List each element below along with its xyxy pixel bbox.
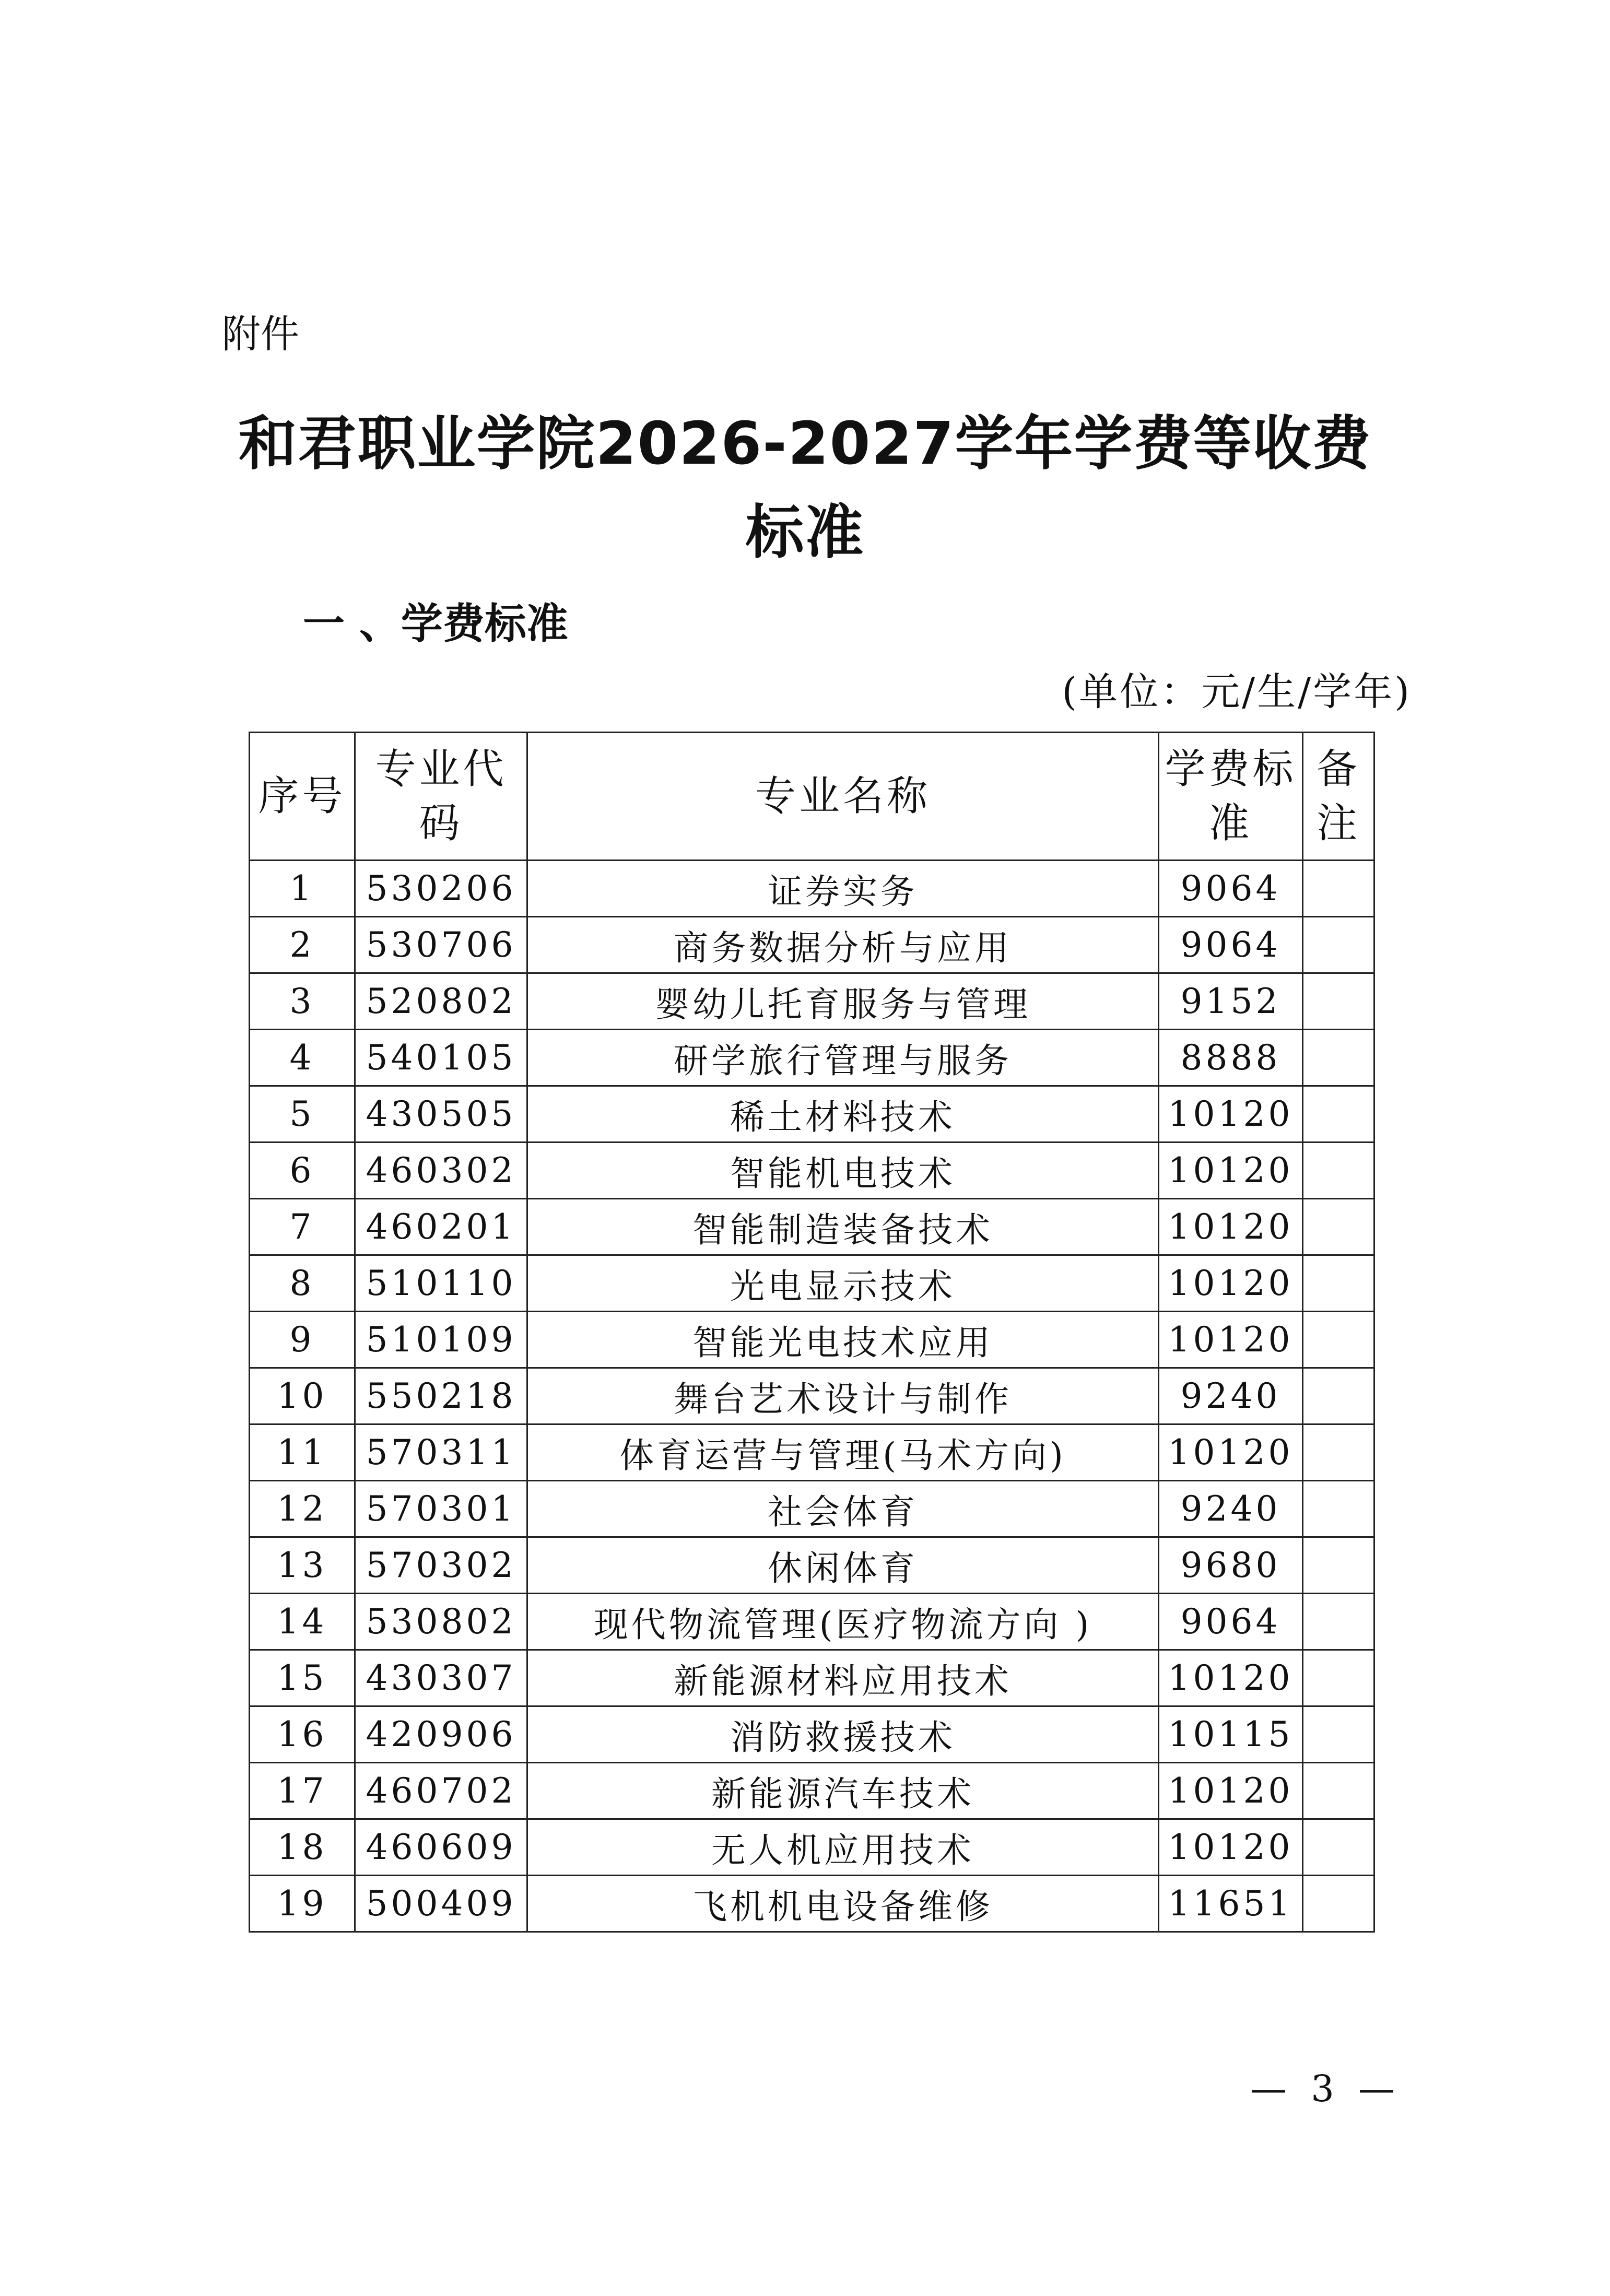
cell-fee: 10120 [1159, 1819, 1303, 1876]
cell-fee: 9064 [1159, 861, 1303, 917]
cell-code: 550218 [355, 1368, 527, 1424]
table-header-row [250, 733, 1374, 861]
cell-fee: 9064 [1159, 917, 1303, 973]
cell-seq: 19 [250, 1876, 355, 1932]
cell-seq: 1 [250, 861, 355, 917]
table-row [250, 1255, 1374, 1312]
cell-note [1303, 1763, 1374, 1819]
cell-code: 430505 [355, 1086, 527, 1143]
table-body [250, 861, 1374, 1932]
cell-seq: 9 [250, 1312, 355, 1368]
cell-note [1303, 1368, 1374, 1424]
page-title: 和君职业学院2026-2027学年学费等收费 [238, 410, 1372, 478]
cell-note [1303, 1594, 1374, 1650]
table-row [250, 1594, 1374, 1650]
cell-code: 540105 [355, 1030, 527, 1086]
cell-code: 570302 [355, 1537, 527, 1594]
table-row [250, 1312, 1374, 1368]
header-code: 专业代码 [355, 733, 527, 861]
table-row [250, 1143, 1374, 1199]
table-row [250, 917, 1374, 973]
table-row [250, 1819, 1374, 1876]
cell-name: 社会体育 [527, 1481, 1159, 1537]
cell-note [1303, 1255, 1374, 1312]
cell-code: 520802 [355, 973, 527, 1030]
cell-seq: 5 [250, 1086, 355, 1143]
cell-fee: 8888 [1159, 1030, 1303, 1086]
table-row [250, 1481, 1374, 1537]
cell-note [1303, 1086, 1374, 1143]
cell-note [1303, 1819, 1374, 1876]
cell-name: 飞机机电设备维修 [527, 1876, 1159, 1932]
cell-code: 420906 [355, 1706, 527, 1763]
header-note: 备注 [1303, 733, 1374, 861]
cell-code: 510110 [355, 1255, 527, 1312]
cell-name: 研学旅行管理与服务 [527, 1030, 1159, 1086]
header-fee: 学费标准 [1159, 733, 1303, 861]
table-row [250, 861, 1374, 917]
cell-code: 530802 [355, 1594, 527, 1650]
cell-note [1303, 1650, 1374, 1706]
table-row [250, 1876, 1374, 1932]
cell-seq: 4 [250, 1030, 355, 1086]
cell-name: 稀土材料技术 [527, 1086, 1159, 1143]
table-row [250, 1199, 1374, 1255]
table-row [250, 973, 1374, 1030]
table-row [250, 1706, 1374, 1763]
cell-code: 460302 [355, 1143, 527, 1199]
cell-name: 商务数据分析与应用 [527, 917, 1159, 973]
table-row [250, 1086, 1374, 1143]
cell-note [1303, 1199, 1374, 1255]
cell-seq: 12 [250, 1481, 355, 1537]
cell-note [1303, 1706, 1374, 1763]
cell-code: 530706 [355, 917, 527, 973]
cell-code: 460201 [355, 1199, 527, 1255]
table-row [250, 1368, 1374, 1424]
cell-seq: 16 [250, 1706, 355, 1763]
cell-seq: 13 [250, 1537, 355, 1594]
cell-fee: 11651 [1159, 1876, 1303, 1932]
cell-name: 消防救援技术 [527, 1706, 1159, 1763]
cell-note [1303, 973, 1374, 1030]
cell-fee: 9152 [1159, 973, 1303, 1030]
header-seq: 序号 [250, 733, 355, 861]
page-title-continued: 标准 [745, 499, 865, 567]
cell-seq: 18 [250, 1819, 355, 1876]
cell-note [1303, 917, 1374, 973]
cell-seq: 6 [250, 1143, 355, 1199]
cell-code: 460702 [355, 1763, 527, 1819]
cell-fee: 10120 [1159, 1199, 1303, 1255]
cell-note [1303, 1481, 1374, 1537]
cell-name: 婴幼儿托育服务与管理 [527, 973, 1159, 1030]
cell-seq: 2 [250, 917, 355, 973]
cell-fee: 9240 [1159, 1368, 1303, 1424]
cell-code: 430307 [355, 1650, 527, 1706]
cell-note [1303, 1312, 1374, 1368]
cell-seq: 7 [250, 1199, 355, 1255]
cell-seq: 17 [250, 1763, 355, 1819]
header-name: 专业名称 [527, 733, 1159, 861]
cell-name: 体育运营与管理(马术方向) [527, 1424, 1159, 1481]
cell-seq: 3 [250, 973, 355, 1030]
table-row [250, 1537, 1374, 1594]
unit-note: (单位：元/生/学年) [1062, 669, 1412, 714]
cell-fee: 10120 [1159, 1763, 1303, 1819]
cell-name: 智能机电技术 [527, 1143, 1159, 1199]
cell-code: 460609 [355, 1819, 527, 1876]
table-row [250, 1424, 1374, 1481]
cell-name: 休闲体育 [527, 1537, 1159, 1594]
cell-fee: 9680 [1159, 1537, 1303, 1594]
table-row [250, 1030, 1374, 1086]
cell-fee: 10120 [1159, 1650, 1303, 1706]
cell-fee: 10120 [1159, 1424, 1303, 1481]
cell-seq: 8 [250, 1255, 355, 1312]
cell-name: 智能光电技术应用 [527, 1312, 1159, 1368]
cell-note [1303, 1876, 1374, 1932]
cell-code: 510109 [355, 1312, 527, 1368]
cell-name: 证券实务 [527, 861, 1159, 917]
cell-note [1303, 861, 1374, 917]
cell-name: 光电显示技术 [527, 1255, 1159, 1312]
table-row [250, 1650, 1374, 1706]
tuition-fee-table [249, 732, 1375, 1933]
cell-seq: 10 [250, 1368, 355, 1424]
cell-fee: 10115 [1159, 1706, 1303, 1763]
cell-name: 新能源汽车技术 [527, 1763, 1159, 1819]
cell-name: 新能源材料应用技术 [527, 1650, 1159, 1706]
cell-fee: 10120 [1159, 1255, 1303, 1312]
cell-note [1303, 1424, 1374, 1481]
cell-name: 舞台艺术设计与制作 [527, 1368, 1159, 1424]
cell-fee: 10120 [1159, 1086, 1303, 1143]
cell-name: 无人机应用技术 [527, 1819, 1159, 1876]
cell-fee: 9240 [1159, 1481, 1303, 1537]
cell-code: 570301 [355, 1481, 527, 1537]
cell-fee: 10120 [1159, 1143, 1303, 1199]
cell-name: 现代物流管理(医疗物流方向 ) [527, 1594, 1159, 1650]
cell-seq: 15 [250, 1650, 355, 1706]
cell-code: 500409 [355, 1876, 527, 1932]
cell-seq: 14 [250, 1594, 355, 1650]
table-row [250, 1763, 1374, 1819]
cell-seq: 11 [250, 1424, 355, 1481]
cell-name: 智能制造装备技术 [527, 1199, 1159, 1255]
cell-code: 530206 [355, 861, 527, 917]
cell-note [1303, 1143, 1374, 1199]
cell-code: 570311 [355, 1424, 527, 1481]
cell-note [1303, 1030, 1374, 1086]
page-number: — 3 — [1250, 2067, 1401, 2110]
cell-note [1303, 1537, 1374, 1594]
cell-fee: 9064 [1159, 1594, 1303, 1650]
cell-fee: 10120 [1159, 1312, 1303, 1368]
section-heading: 一 、学费标准 [303, 599, 568, 648]
attachment-label: 附件 [222, 312, 299, 357]
